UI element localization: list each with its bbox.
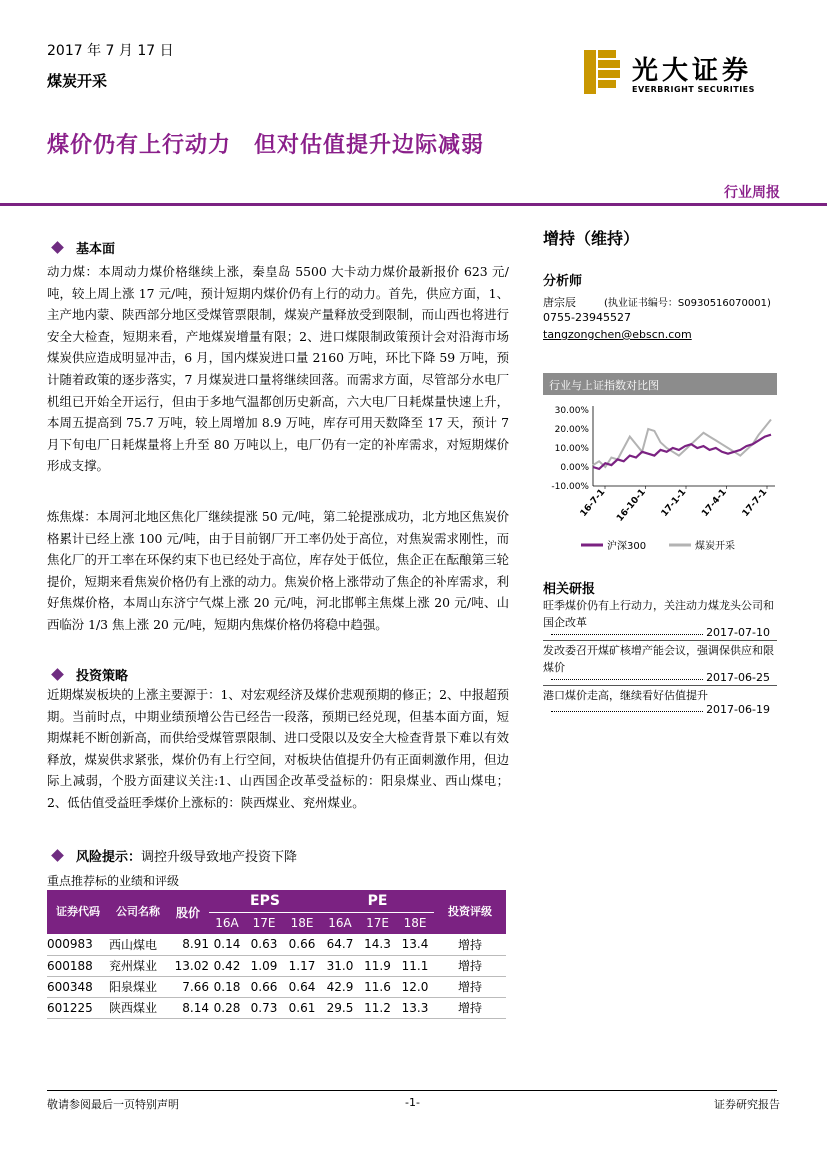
table-row bbox=[47, 997, 506, 1018]
related-date-2: 2017-06-25 bbox=[543, 671, 770, 684]
x-tick-label: 17-1-1 bbox=[659, 487, 689, 519]
related-item-3[interactable]: 港口煤价走高，继续看好估值提升 bbox=[543, 689, 708, 702]
cell-code: 600188 bbox=[47, 955, 109, 976]
y-tick-label: 20.00% bbox=[554, 425, 589, 435]
cell-pe: 14.3 bbox=[359, 934, 396, 955]
x-tick-label: 17-4-1 bbox=[700, 487, 729, 519]
header-rating: 投资评级 bbox=[434, 890, 506, 934]
cell-name: 兖州煤业 bbox=[109, 955, 167, 976]
cell-pe: 12.0 bbox=[396, 976, 434, 997]
table-row bbox=[47, 934, 506, 955]
cell-eps: 0.66 bbox=[245, 976, 283, 997]
header-divider bbox=[0, 203, 827, 206]
index-comparison-chart bbox=[543, 400, 777, 565]
cell-code: 601225 bbox=[47, 997, 109, 1018]
header-name: 公司名称 bbox=[109, 890, 167, 934]
table-row bbox=[47, 955, 506, 976]
related-divider bbox=[543, 640, 777, 641]
cell-price: 7.66 bbox=[167, 976, 209, 997]
related-title: 相关研报 bbox=[543, 582, 596, 597]
cell-price: 13.02 bbox=[167, 955, 209, 976]
x-tick-label: 16-10-1 bbox=[615, 487, 648, 524]
footer-disclaimer: 敬请参阅最后一页特别声明 bbox=[47, 1098, 179, 1111]
cell-pe: 64.7 bbox=[321, 934, 359, 955]
cell-pe: 42.9 bbox=[321, 976, 359, 997]
analyst-title: 分析师 bbox=[543, 274, 583, 289]
cell-code: 600348 bbox=[47, 976, 109, 997]
cell-name: 西山煤电 bbox=[109, 934, 167, 955]
related-date-3: 2017-06-19 bbox=[543, 703, 770, 716]
analyst-phone: 0755-23945527 bbox=[543, 311, 631, 324]
related-item-2[interactable]: 发改委召开煤矿核增产能会议，强调保供应和限煤价 bbox=[543, 644, 774, 674]
related-divider bbox=[543, 685, 777, 686]
x-tick-label: 16-7-1 bbox=[578, 487, 608, 519]
header-price: 股价 bbox=[167, 890, 209, 934]
company-name-en: EVERBRIGHT SECURITIES bbox=[632, 85, 755, 94]
cell-pe: 31.0 bbox=[321, 955, 359, 976]
related-date-1: 2017-07-10 bbox=[543, 626, 770, 639]
header-pe: PE bbox=[321, 890, 434, 912]
cell-name: 陕西煤业 bbox=[109, 997, 167, 1018]
year-header: 18E bbox=[283, 912, 321, 934]
report-date: 2017 年 7 月 17 日 bbox=[47, 43, 174, 59]
header-code: 证券代码 bbox=[47, 890, 109, 934]
year-header: 16A bbox=[321, 912, 359, 934]
cell-eps: 0.73 bbox=[245, 997, 283, 1018]
strategy-heading: 投资策略 bbox=[47, 665, 128, 684]
cell-rating: 增持 bbox=[434, 934, 506, 955]
legend-label: 沪深300 bbox=[607, 541, 647, 552]
cell-eps: 0.42 bbox=[209, 955, 245, 976]
company-name-cn: 光大证券 bbox=[632, 56, 753, 86]
cell-price: 8.14 bbox=[167, 997, 209, 1018]
cell-price: 8.91 bbox=[167, 934, 209, 955]
cell-rating: 增持 bbox=[434, 976, 506, 997]
cell-eps: 1.09 bbox=[245, 955, 283, 976]
footer-report-label: 证券研究报告 bbox=[714, 1098, 780, 1111]
cell-name: 阳泉煤业 bbox=[109, 976, 167, 997]
year-header: 18E bbox=[396, 912, 434, 934]
y-tick-label: 10.00% bbox=[554, 444, 589, 454]
y-tick-label: 0.00% bbox=[560, 463, 589, 473]
fundamentals-heading: 基本面 bbox=[47, 238, 115, 257]
cell-eps: 0.14 bbox=[209, 934, 245, 955]
diamond-icon bbox=[51, 241, 64, 254]
analyst-email[interactable]: tangzongchen@ebscn.com bbox=[543, 328, 692, 341]
legend-label: 煤炭开采 bbox=[695, 541, 735, 552]
related-item-1[interactable]: 旺季煤价仍有上行动力，关注动力煤龙头公司和国企改革 bbox=[543, 599, 774, 629]
cell-eps: 1.17 bbox=[283, 955, 321, 976]
page-number: -1- bbox=[405, 1096, 420, 1109]
sector-name: 煤炭开采 bbox=[47, 72, 108, 90]
report-type: 行业周报 bbox=[724, 185, 780, 201]
fundamentals-para-1: 动力煤：本周动力煤价格继续上涨，秦皇岛 5500 大卡动力煤价最新报价 623 元/吨，较上周上涨 17 元/吨，预计短期内煤价仍有上行的动力。首先，供应方面，1、主产地内蒙、陕西部分地区受煤管票限制，煤炭产量释放受到限制，而山西也将进行安全大检查，短期来看，产地煤炭增量有限；2、进口煤限制政策预计会对沿海市场煤炭供应造成明显冲击，6 月，国内煤炭进口量 2160 万吨，环比下降 59 万吨，预计随着政策的逐步落实，7 月煤炭进口量将继续回落。而需求方面，尽管部分水电厂机组已开始全开运行，但由于多地气温都创历史新高，六大电厂日耗煤量快速上升，本周五提高到 75.7 万吨，较上周增加 8.9 万吨，库存可用天数降至 17 天，预计 7 月下旬电厂日耗煤量将上升至 80 万吨以上，电厂仍有一定的补库需求，对短期煤价形成支撑。 bbox=[47, 264, 509, 474]
performance-table-wrap bbox=[47, 890, 506, 1019]
table-caption: 重点推荐标的业绩和评级 bbox=[47, 874, 180, 888]
year-header: 17E bbox=[359, 912, 396, 934]
year-header: 17E bbox=[245, 912, 283, 934]
cell-pe: 11.1 bbox=[396, 955, 434, 976]
footer-divider bbox=[47, 1090, 777, 1091]
rating: 增持（维持） bbox=[543, 229, 640, 248]
cell-code: 000983 bbox=[47, 934, 109, 955]
page-title: 煤价仍有上行动力 但对估值提升边际减弱 bbox=[47, 133, 485, 158]
cell-pe: 11.6 bbox=[359, 976, 396, 997]
table-row bbox=[47, 976, 506, 997]
cell-pe: 29.5 bbox=[321, 997, 359, 1018]
cell-rating: 增持 bbox=[434, 997, 506, 1018]
cell-eps: 0.18 bbox=[209, 976, 245, 997]
header-eps: EPS bbox=[209, 890, 321, 912]
cell-eps: 0.63 bbox=[245, 934, 283, 955]
cell-pe: 11.2 bbox=[359, 997, 396, 1018]
diamond-icon bbox=[51, 668, 64, 681]
diamond-icon bbox=[51, 849, 64, 862]
cell-pe: 13.4 bbox=[396, 934, 434, 955]
cell-rating: 增持 bbox=[434, 955, 506, 976]
cell-eps: 0.64 bbox=[283, 976, 321, 997]
chart-title: 行业与上证指数对比图 bbox=[543, 373, 777, 395]
cell-pe: 13.3 bbox=[396, 997, 434, 1018]
y-tick-label: -10.00% bbox=[551, 482, 589, 492]
analyst-license: (执业证书编号：S0930516070001) bbox=[604, 298, 771, 309]
strategy-para: 近期煤炭板块的上涨主要源于：1、对宏观经济及煤价悲观预期的修正；2、中报超预期。当前时点，中期业绩预增公告已经告一段落，预期已经兑现，但基本面方面，短期煤耗不断创新高，而供给受煤管票限制、进口受限以及安全大检查背景下难以有效释放，煤炭供求紧张，煤价仍有上行空间，对板块估值提升仍有正面刺激作用，但边际上减弱，个股方面建议关注:1、山西国企改革受益标的：阳泉煤业、西山煤电；2、低估值受益旺季煤价上涨标的：陕西煤业、兖州煤业。 bbox=[47, 687, 509, 810]
y-tick-label: 30.00% bbox=[554, 406, 589, 416]
x-tick-label: 17-7-1 bbox=[740, 487, 770, 519]
cell-eps: 0.66 bbox=[283, 934, 321, 955]
cell-eps: 0.28 bbox=[209, 997, 245, 1018]
risk-line: 风险提示： 调控升级导致地产投资下降 bbox=[47, 846, 297, 865]
cell-pe: 11.9 bbox=[359, 955, 396, 976]
fundamentals-para-2: 炼焦煤：本周河北地区焦化厂继续提涨 50 元/吨，第二轮提涨成功，北方地区焦炭价格累计已经上涨 100 元/吨，由于目前钢厂开工率仍处于高位，对焦炭需求刚性，而焦化厂的开工率在环保约束下也已经处于高位，库存处于低位，焦企正在酝酿第三轮提价，短期来看焦炭价格仍有上涨的动力。焦炭价格上涨带动了焦企的补库需求，利好焦煤价格，本周山东济宁气煤上涨 20 元/吨，河北邯郸主焦煤上涨 20 元/吨、山西临汾 1/3 焦上涨 20 元/吨，短期内焦煤价格仍将稳中趋强。 bbox=[47, 509, 509, 632]
performance-table bbox=[47, 890, 506, 1019]
cell-eps: 0.61 bbox=[283, 997, 321, 1018]
analyst-name: 唐宗辰 bbox=[543, 296, 576, 309]
year-header: 16A bbox=[209, 912, 245, 934]
